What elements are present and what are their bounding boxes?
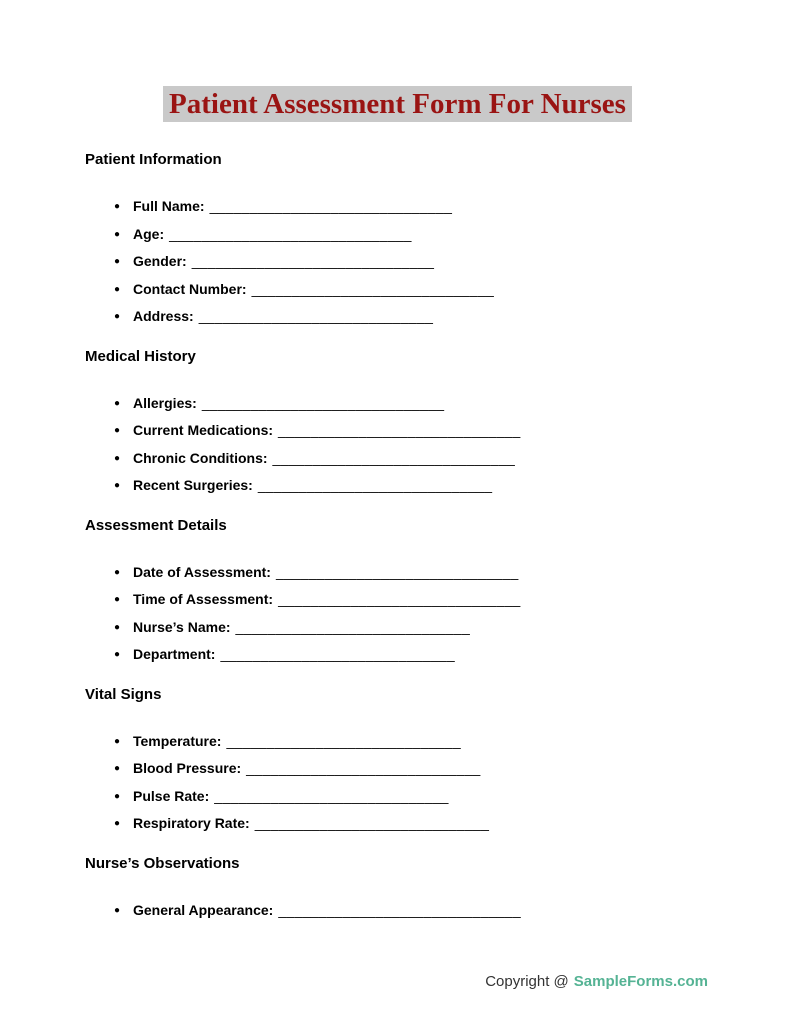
field-list-assessment-details	[85, 559, 710, 669]
section-heading-vital-signs: Vital Signs	[85, 685, 162, 703]
field-blank-line: _____________________________	[246, 760, 481, 776]
form-field-blood-pressure	[133, 755, 710, 783]
field-blank-line: ______________________________	[275, 563, 519, 580]
field-label: Recent Surgeries:	[133, 477, 253, 493]
field-blank-line: _____________________________	[254, 815, 490, 831]
form-field-address	[133, 303, 710, 331]
form-field-gender	[133, 248, 710, 276]
field-label: Date of Assessment:	[133, 563, 271, 580]
field-blank-line: ______________________________	[251, 280, 495, 297]
field-label: Contact Number:	[133, 280, 247, 297]
field-list-vital-signs	[85, 728, 710, 838]
footer	[485, 973, 708, 990]
field-label: Address:	[133, 308, 194, 324]
field-blank-line: ______________________________	[169, 225, 412, 242]
field-blank-line: _____________________________	[235, 618, 471, 635]
section-heading-assessment-details: Assessment Details	[85, 516, 227, 534]
field-list-medical-history	[85, 390, 710, 500]
section-heading-patient-information: Patient Information	[85, 151, 222, 168]
form-field-temperature	[133, 728, 710, 756]
field-list-nurses-observations	[85, 897, 710, 925]
field-blank-line: ______________________________	[201, 394, 445, 411]
field-label: Respiratory Rate:	[133, 815, 250, 831]
field-blank-line: ______________________________	[278, 901, 521, 918]
field-blank-line: _____________________________	[214, 787, 449, 804]
sampleforms-link[interactable]: SampleForms.com	[573, 973, 708, 990]
field-label: Blood Pressure:	[133, 760, 242, 776]
field-label: Full Name:	[133, 198, 205, 214]
field-label: Chronic Conditions:	[133, 449, 268, 466]
form-field-respiratory-rate	[133, 810, 710, 838]
copyright-text: Copyright @	[485, 973, 569, 990]
form-field-date-of-assessment	[133, 559, 710, 587]
form-field-allergies	[133, 390, 710, 418]
field-label: General Appearance:	[133, 901, 274, 918]
field-label: Temperature:	[133, 732, 222, 749]
field-label: Age:	[133, 225, 165, 242]
form-field-chronic-conditions	[133, 445, 710, 473]
form-field-contact-number	[133, 276, 710, 304]
form-field-full-name	[133, 193, 710, 221]
field-blank-line: _____________________________	[257, 477, 493, 493]
form-field-pulse-rate	[133, 783, 710, 811]
field-label: Department:	[133, 646, 216, 662]
section-heading-medical-history: Medical History	[85, 347, 196, 365]
field-blank-line: _____________________________	[220, 646, 455, 662]
section-heading-nurses-observations: Nurse’s Observations	[85, 854, 240, 872]
form-field-current-medications	[133, 417, 710, 445]
field-label: Pulse Rate:	[133, 787, 210, 804]
title-area	[85, 0, 710, 122]
form-field-nurses-name	[133, 614, 710, 642]
field-label: Gender:	[133, 253, 187, 269]
form-field-general-appearance	[133, 897, 710, 925]
field-list-patient-information	[85, 193, 710, 331]
page-title: Patient Assessment Form For Nurses	[163, 86, 632, 122]
field-blank-line: ______________________________	[209, 198, 453, 214]
field-blank-line: _____________________________	[226, 732, 461, 749]
form-field-age	[133, 221, 710, 249]
form-field-department	[133, 641, 710, 669]
field-blank-line: _____________________________	[198, 308, 434, 324]
field-label: Current Medications:	[133, 422, 274, 438]
field-blank-line: ______________________________	[278, 591, 521, 607]
field-label: Time of Assessment:	[133, 591, 274, 607]
field-blank-line: ______________________________	[191, 253, 435, 269]
field-blank-line: ______________________________	[278, 422, 521, 438]
field-blank-line: ______________________________	[272, 449, 516, 466]
form-field-time-of-assessment	[133, 586, 710, 614]
form-field-recent-surgeries	[133, 472, 710, 500]
field-label: Allergies:	[133, 394, 197, 411]
field-label: Nurse’s Name:	[133, 618, 231, 635]
